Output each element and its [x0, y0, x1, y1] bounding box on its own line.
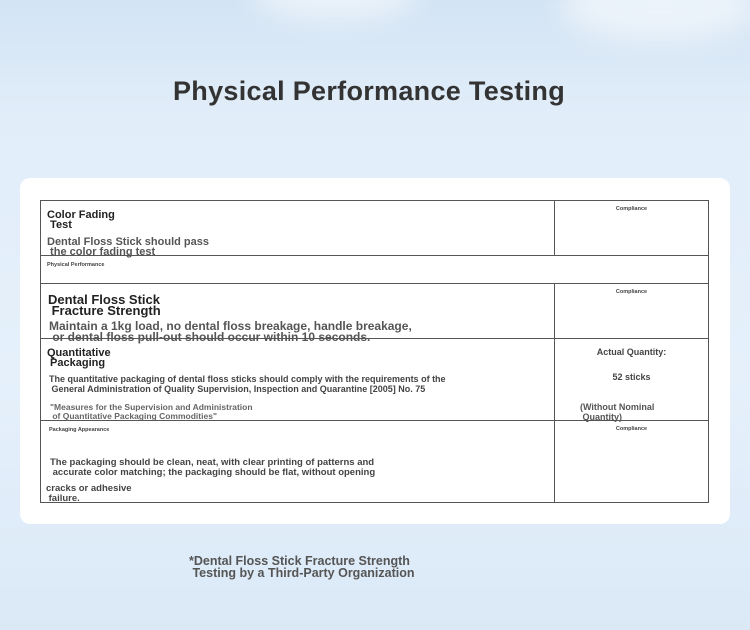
nominal-quantity-note: (Without Nominal Quantity) — [580, 402, 655, 422]
fracture-strength-result-cell — [555, 284, 709, 339]
spec-table-card — [20, 178, 730, 524]
packaging-appearance-text: The packaging should be clean, neat, with clear printing of patterns and accurate color matching; the packaging should be flat, without opening — [50, 457, 376, 478]
color-fading-cell — [41, 201, 555, 256]
page-title: Physical Performance Testing — [172, 76, 566, 106]
quantitative-packaging-result-cell — [555, 339, 709, 421]
quantitative-packaging-heading: Quantitative Packaging — [47, 347, 111, 369]
footnote: *Dental Floss Stick Fracture Strength Testing by a Third-Party Organization — [189, 554, 415, 580]
quantitative-packaging-cell — [41, 339, 555, 421]
packaging-appearance-label: Packaging Appearance — [49, 427, 110, 433]
packaging-appearance-text-tail: cracks or adhesive failure. — [46, 483, 132, 504]
actual-quantity-value: 52 sticks — [612, 372, 651, 382]
physical-performance-cell — [41, 256, 709, 284]
color-fading-result-cell — [555, 201, 709, 256]
table-row — [41, 284, 709, 339]
table-row — [41, 256, 709, 284]
fracture-strength-text: Maintain a 1kg load, no dental floss breakage, handle breakage, or dental floss pull-out should occur within 10 seconds. — [49, 319, 412, 344]
table-row — [41, 421, 709, 503]
spec-table — [40, 200, 709, 503]
background-highlight-right — [560, 0, 750, 40]
color-fading-text: Dental Floss Stick should pass the color fading test — [47, 236, 209, 258]
fracture-strength-heading: Dental Floss Stick Fracture Strength — [48, 292, 161, 318]
fracture-strength-result: Compliance — [615, 289, 648, 295]
quantitative-packaging-quote: "Measures for the Supervision and Administration of Quantitative Packaging Commodities" — [50, 402, 253, 421]
table-row — [41, 339, 709, 421]
table-row — [41, 201, 709, 256]
actual-quantity-label: Actual Quantity: — [596, 347, 667, 357]
physical-performance-label: Physical Performance — [47, 262, 105, 268]
color-fading-heading: Color Fading Test — [47, 209, 115, 231]
fracture-strength-cell — [41, 284, 555, 344]
color-fading-result: Compliance — [615, 206, 648, 212]
packaging-appearance-result: Compliance — [615, 426, 648, 432]
quantitative-packaging-text: The quantitative packaging of dental floss sticks should comply with the requirements of the General Administration of Quality Supervision, Inspection and Quarantine [2005] No. 75 — [49, 374, 446, 394]
packaging-appearance-result-cell — [555, 421, 709, 503]
background-highlight — [250, 0, 420, 20]
packaging-appearance-cell — [41, 421, 555, 503]
